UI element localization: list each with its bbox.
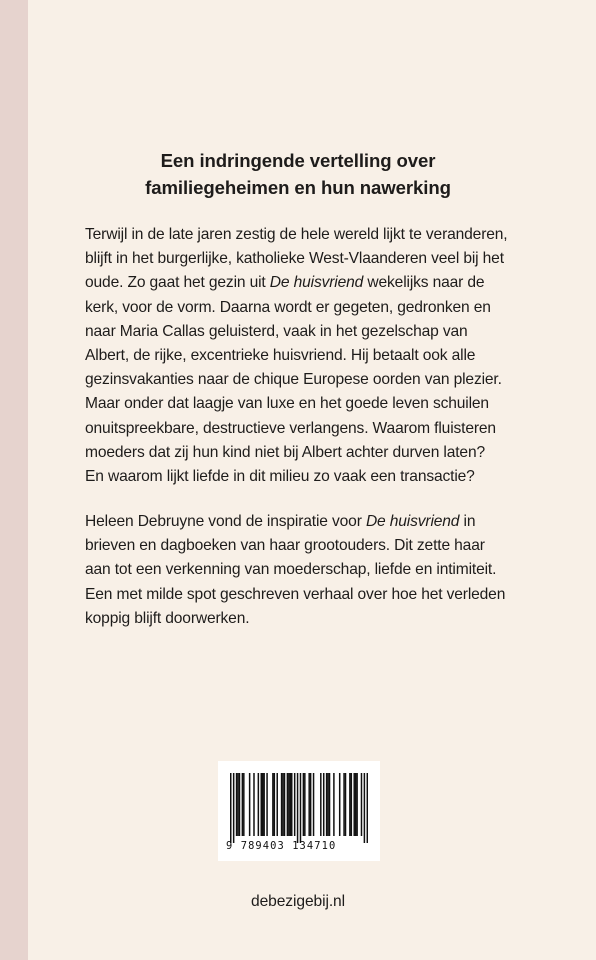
blurb-line: brieven en dagboeken van haar grootouders. Dit zette haar [85,537,485,555]
blurb-line [85,271,525,295]
blurb-line: Maar onder dat laagje van luxe en het goede leven schuilen [85,395,489,413]
barcode-bar [243,773,245,836]
barcode-bar [367,773,368,843]
barcode-bar [281,773,283,836]
blurb-line: koppig blijft doorwerken. [85,609,250,627]
blurb-line: naar Maria Callas geluisterd, vaak in het gezelschap van [85,322,468,340]
blurb-text: oude. Zo gaat het gezin uit [85,274,266,292]
blurb-paragraph-1 [85,223,525,489]
barcode-bar [242,773,244,836]
barcode-bar [261,773,263,836]
barcode-bar [345,773,347,836]
blurb-line: Albert, de rijke, excentrieke huisvriend. Hij betaalt ook alle [85,347,476,365]
barcode-bar [272,773,274,836]
barcode-bar [303,773,305,836]
barcode-bar [266,773,268,836]
barcode-bar [351,773,353,836]
barcode-bar [327,773,329,836]
barcode-bar [353,773,355,836]
barcode-bar [236,773,238,836]
blurb-line: moeders dat zij hun kind niet bij Albert achter durven laten? [85,443,485,461]
barcode-bar [343,773,345,836]
blurb-text: in [463,513,476,530]
spine-color-band [0,0,28,960]
barcode-bar [310,773,312,836]
barcode-bar [276,773,278,836]
barcode-bars [230,773,368,843]
barcode-bar [274,773,276,836]
barcode-bar [339,773,341,836]
barcode-bar [230,773,232,843]
barcode-bar [304,773,306,836]
headline-line: familiegeheimen en hun nawerking [145,177,451,198]
barcode-bar [364,773,366,843]
barcode-bar [253,773,255,836]
barcode-bar [291,773,293,836]
book-title-italic: De huisvriend [365,513,460,530]
blurb-line: kerk, voor de vorm. Daarna wordt er gegeten, gedronken en [85,298,491,316]
blurb-line: Terwijl in de late jaren zestig de hele wereld lijkt te veranderen, [85,226,508,243]
book-title-italic: De huisvriend [269,274,364,292]
barcode-bar [308,773,310,836]
barcode-bar [355,773,357,836]
barcode-bar [258,773,260,836]
barcode-bar [329,773,331,836]
barcode-bar [287,773,289,836]
blurb-text: wekelijks naar de [367,274,485,292]
barcode-bar [294,773,296,836]
blurb-line: Een met milde spot geschreven verhaal over hoe het verleden [85,585,506,603]
barcode-bar [361,773,363,836]
barcode-bar [284,773,286,836]
blurb-text: Heleen Debruyne vond de inspiratie voor [85,513,362,530]
barcode-bar [323,773,325,836]
barcode-bar [297,773,299,843]
barcode-bar [326,773,328,836]
blurb-line: En waarom lijkt liefde in dit milieu zo vaak een transactie? [85,468,475,486]
publisher-url: debezigebij.nl [251,893,345,910]
barcode-bar [333,773,335,836]
barcode-bar [233,773,235,843]
blurb-paragraph-2 [85,510,525,631]
headline-line: Een indringende vertelling over [160,150,436,171]
blurb-line: aan tot een verkenning van moederschap, liefde en intimiteit. [85,561,497,579]
isbn-barcode [218,761,380,861]
blurb-line: onuitspreekbare, destructieve verlangens. Waarom fluisteren [85,419,496,437]
barcode-bar [290,773,292,836]
barcode-bar [313,773,315,836]
barcode-bar [356,773,358,836]
blurb-line: gezinsvakanties naar de chique Europese oorden van plezier. [85,371,502,389]
barcode-bar [262,773,264,836]
barcode-bar [249,773,251,836]
isbn-digits: 9 789403 134710 [226,840,337,852]
barcode-bar [237,773,239,836]
blurb-line [85,510,525,534]
headline [60,147,536,201]
barcode-bar [288,773,290,836]
barcode-bar [282,773,284,836]
barcode-bar [349,773,351,836]
barcode-bar [300,773,302,843]
barcode-bar [320,773,322,836]
barcode-bar [239,773,241,836]
barcode-bar [263,773,265,836]
blurb-line: blijft in het burgerlijke, katholieke West-Vlaanderen veel bij het [85,250,504,268]
